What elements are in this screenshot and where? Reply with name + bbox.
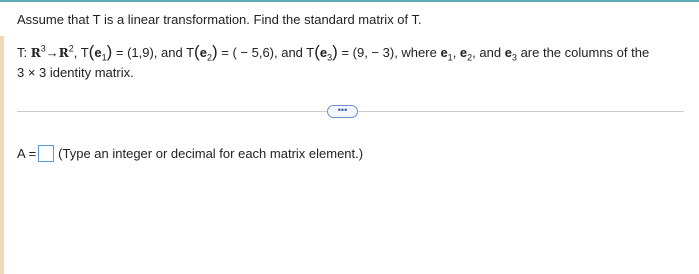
codomain-symbol: R	[58, 46, 69, 60]
paren-open-1: (	[88, 42, 95, 61]
vector-e3-subscript: 3	[327, 52, 333, 63]
where-e2: e	[459, 45, 468, 60]
answer-prefix: A =	[17, 146, 37, 161]
domain-exponent: 3	[40, 43, 46, 54]
matrix-answer-input[interactable]	[38, 145, 54, 162]
paren-close-3: )	[332, 42, 338, 61]
vector-e2-subscript: 2	[206, 52, 212, 63]
paren-open-3: (	[314, 42, 320, 61]
map-prefix: T:	[17, 45, 31, 60]
value-1: = (1,9), and T	[112, 45, 195, 60]
value-2: = ( − 5,6), and T	[217, 45, 315, 60]
where-e3-subscript: 3	[511, 52, 517, 63]
problem-line-1	[17, 42, 687, 63]
paren-close-2: )	[211, 42, 218, 61]
separator-1: , T	[73, 45, 89, 60]
vector-e2: e	[199, 45, 207, 60]
problem-line-2: 3 × 3 identity matrix.	[17, 65, 134, 80]
where-e1: e	[440, 45, 448, 60]
problem-statement	[17, 42, 687, 82]
answer-row	[17, 145, 363, 162]
where-e2-subscript: 2	[467, 52, 473, 63]
where-comma: ,	[452, 45, 460, 60]
vector-e1: e	[94, 45, 102, 60]
codomain-exponent: 2	[68, 43, 74, 54]
arrow-symbol: →	[45, 45, 59, 60]
paren-close-1: )	[106, 42, 113, 61]
question-instruction: Assume that T is a linear transformation. Find the standard matrix of T.	[17, 12, 422, 27]
left-accent-bar	[0, 36, 4, 274]
paren-open-2: (	[194, 42, 200, 61]
more-options-button[interactable]: •••	[327, 105, 358, 118]
where-e1-subscript: 1	[447, 52, 453, 63]
where-e3: e	[504, 45, 512, 60]
top-border	[0, 0, 699, 2]
answer-hint: (Type an integer or decimal for each matrix element.)	[58, 146, 364, 161]
value-3: = (9, − 3), where	[337, 45, 441, 60]
columns-text: are the columns of the	[516, 45, 650, 60]
domain-symbol: R	[30, 46, 41, 60]
vector-e3: e	[319, 45, 328, 60]
vector-e1-subscript: 1	[101, 52, 107, 63]
where-and: , and	[472, 45, 505, 60]
